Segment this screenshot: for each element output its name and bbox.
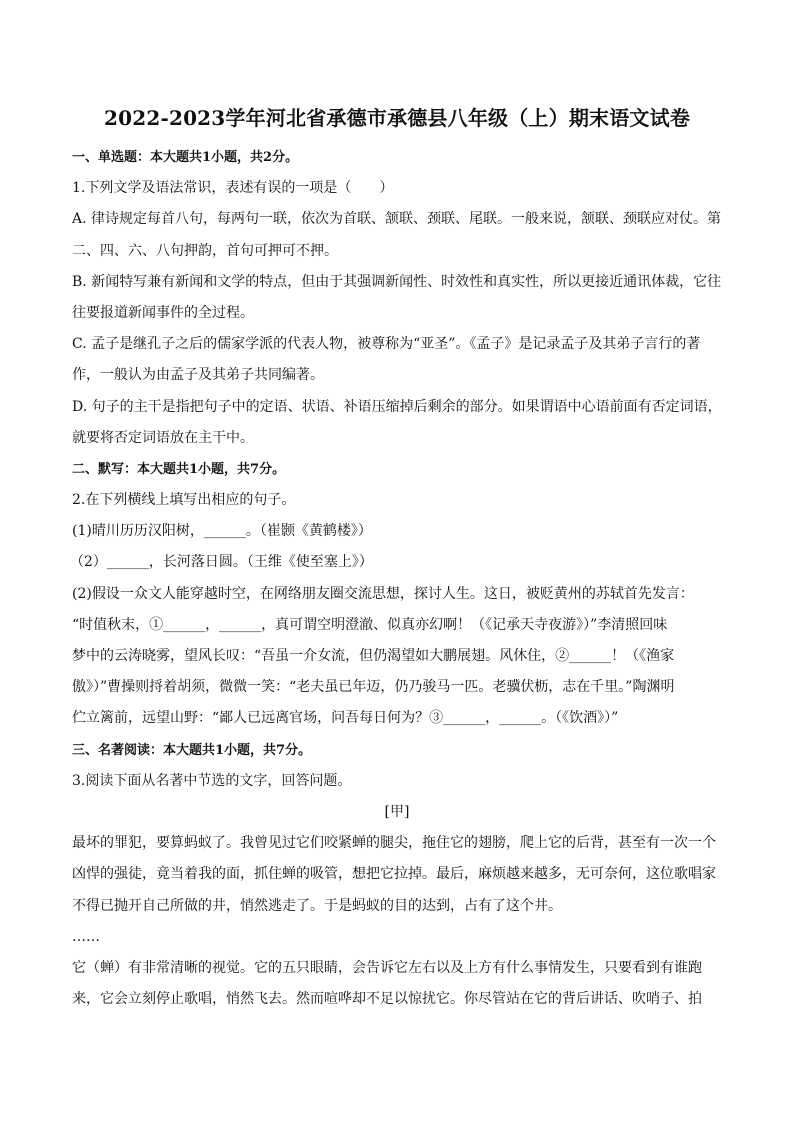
option-c-line-2: 作，一般认为由孟子及其弟子共同编著。 [72, 367, 324, 384]
option-d-line-1: D. 句子的主干是指把句子中的定语、状语、补语压缩掉后剩余的部分。如果谓语中心语前面有否定词语， [72, 398, 722, 415]
passage-line-1: 最坏的罪犯，要算蚂蚁了。我曾见过它们咬紧蝉的腿尖，拖住它的翅膀，爬上它的后背，甚至有一次一个 [72, 835, 716, 852]
question-2-scenario-line-3: 梦中的云涛晓雾，望风长叹：“吾虽一介女流，但仍渴望如大鹏展翅。风休住，②______！（《渔家 [72, 648, 675, 664]
passage-line-5: 来，它会立刻停止歌唱，悄然飞去。然而喧哗却不足以惊扰它。你尽管站在它的背后讲话、吹哨子、拍 [72, 991, 702, 1008]
exam-content [72, 142, 722, 1015]
question-2-scenario-line-2: “时值秋末，①______，______，真可谓空明澄澈、似真亦幻啊！（《记承天寺夜游》）”李清照回味 [72, 616, 668, 633]
option-c-line-1: C. 孟子是继孔子之后的儒家学派的代表人物，被尊称为“亚圣”。《孟子》是记录孟子及其弟子言行的著 [72, 336, 701, 353]
option-a-line-2: 二、四、六、八句押韵，首句可押可不押。 [72, 242, 338, 259]
section-heading-classic-reading: 三、名著阅读：本大题共1小题，共7分。 [72, 742, 312, 758]
passage-jia-label: [甲] [384, 803, 410, 820]
section-heading-single-choice: 一、单选题：本大题共1小题，共2分。 [72, 150, 299, 165]
question-2-scenario-line-4: 傲》）”曹操则捋着胡须，微微一笑：“老夫虽已年迈，仍乃骏马一匹。老骥伏枥，志在千里。”陶渊明 [72, 679, 675, 696]
question-2-scenario-line-1: (2)假设一众文人能穿越时空，在网络朋友圈交流思想，探讨人生。这日，被贬黄州的苏轼首先发言： [72, 585, 694, 602]
question-2-item-1: (1)晴川历历汉阳树，______。（崔颢《黄鹤楼》） [72, 523, 372, 540]
question-3-stem: 3.阅读下面从名著中节选的文字，回答问题。 [72, 772, 352, 789]
question-2-stem: 2.在下列横线上填写出相应的句子。 [72, 492, 296, 509]
option-a-line-1: A. 律诗规定每首八句，每两句一联，依次为首联、颔联、颈联、尾联。一般来说，颔联、颈联应对仗。第 [72, 211, 722, 228]
passage-line-2: 凶悍的强徒，竟当着我的面，抓住蝉的吸管，想把它拉掉。最后，麻烦越来越多，无可奈何，这位歌唱家 [72, 866, 716, 883]
question-2-item-2: （2）______，长河落日圆。（王维《使至塞上》） [70, 554, 373, 571]
option-b-line-2: 往要报道新闻事件的全过程。 [72, 304, 254, 321]
question-2-scenario-line-5: 伫立篱前，远望山野：“鄙人已远离官场，问吾每日何为？③______，______。（《饮酒》）” [72, 710, 619, 727]
passage-line-3: 不得已抛开自己所做的井，悄然逃走了。于是蚂蚁的目的达到，占有了这个井。 [72, 897, 562, 914]
exam-title: 2022-2023学年河北省承德市承德县八年级（上）期末语文试卷 [103, 106, 691, 130]
question-1-stem: 1.下列文学及语法常识，表述有误的一项是（ ） [72, 180, 394, 197]
passage-ellipsis: …… [72, 928, 100, 945]
option-b-line-1: B. 新闻特写兼有新闻和文学的特点，但由于其强调新闻性、时效性和真实性，所以更接近通讯体裁，它往 [72, 273, 722, 290]
section-heading-dictation: 二、默写：本大题共1小题，共7分。 [72, 461, 286, 477]
passage-line-4: 它（蝉）有非常清晰的视觉。它的五只眼睛，会告诉它左右以及上方有什么事情发生，只要看到有谁跑 [72, 959, 702, 976]
option-d-line-2: 就要将否定词语放在主干中。 [72, 429, 254, 446]
